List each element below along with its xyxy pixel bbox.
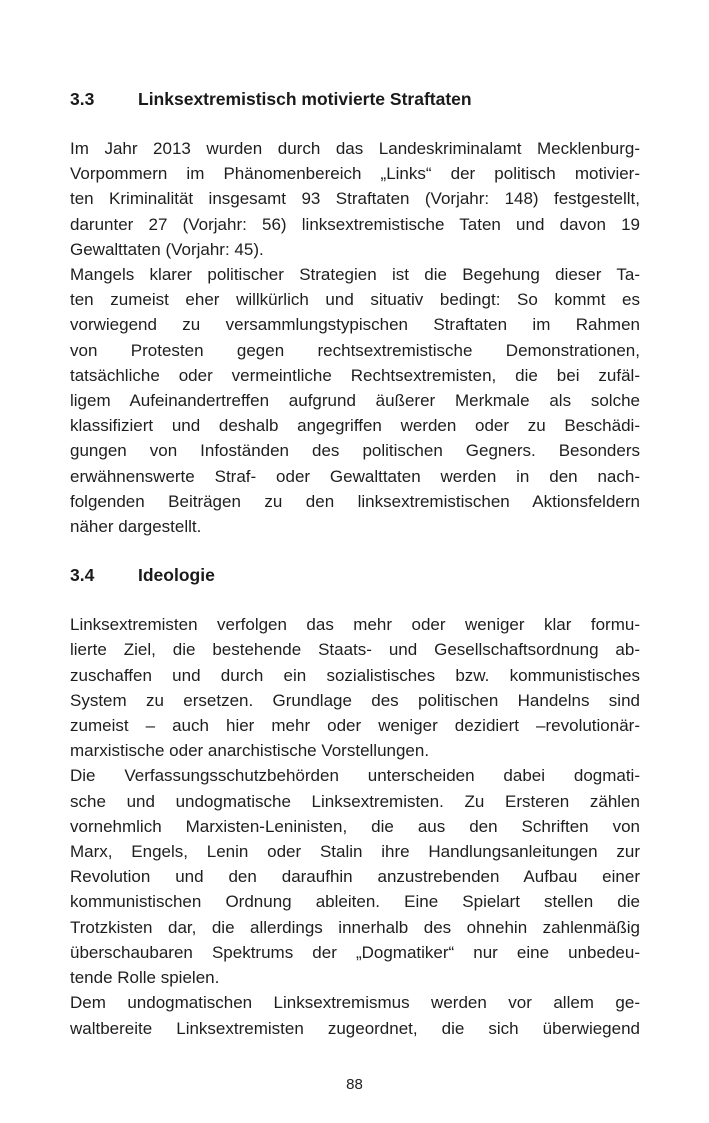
paragraph	[70, 262, 640, 539]
text-column	[70, 89, 640, 1041]
text-line: waltbereite Linksextremisten zugeordnet, die sich überwiegend	[70, 1018, 640, 1038]
paragraph	[70, 763, 640, 990]
text-line: vorwiegend zu versammlungstypischen Straftaten im Rahmen	[70, 315, 640, 335]
text-line: erwähnenswerte Straf- oder Gewalttaten werden in den nach-	[70, 466, 640, 486]
text-line: vornehmlich Marxisten-Leninisten, die aus den Schriften von	[70, 816, 640, 836]
paragraph	[70, 990, 640, 1040]
text-line: kommunistischen Ordnung ableiten. Eine Spielart stellen die	[70, 892, 640, 912]
text-line: Revolution und den daraufhin anzustrebenden Aufbau einer	[70, 867, 640, 887]
text-line: ten zumeist eher willkürlich und situativ bedingt: So kommt es	[70, 290, 640, 310]
heading-number: 3.3	[70, 89, 95, 109]
heading-title: Ideologie	[138, 565, 215, 586]
text-line: ligem Aufeinandertreffen aufgrund äußerer Merkmale als solche	[70, 391, 640, 411]
text-line: Im Jahr 2013 wurden durch das Landeskriminalamt Mecklenburg-	[70, 139, 640, 158]
text-line: Marx, Engels, Lenin oder Stalin ihre Handlungsanleitungen zur	[70, 842, 640, 862]
text-line: lierte Ziel, die bestehende Staats- und Gesellschaftsordnung ab-	[70, 640, 640, 660]
text-line: zuschaffen und durch ein sozialistisches bzw. kommunistisches	[70, 665, 640, 685]
text-line: ten Kriminalität insgesamt 93 Straftaten (Vorjahr: 148) festgestellt,	[70, 189, 640, 209]
text-line: tende Rolle spielen.	[70, 968, 220, 988]
text-line: klassifiziert und deshalb angegriffen werden oder zu Beschädi-	[70, 416, 640, 436]
text-line: Dem undogmatischen Linksextremismus werden vor allem ge-	[70, 993, 640, 1013]
text-line: gungen von Infoständen des politischen Gegners. Besonders	[70, 441, 640, 461]
text-line: folgenden Beiträgen zu den linksextremistischen Aktionsfeldern	[70, 491, 640, 511]
text-line: darunter 27 (Vorjahr: 56) linksextremistische Taten und davon 19	[70, 214, 640, 234]
text-line: marxistische oder anarchistische Vorstellungen.	[70, 741, 430, 761]
heading-number: 3.4	[70, 565, 95, 586]
text-line: Mangels klarer politischer Strategien ist die Begehung dieser Ta-	[70, 265, 640, 285]
text-line: Vorpommern im Phänomenbereich „Links“ der politisch motivier-	[70, 164, 640, 184]
section-heading	[70, 565, 640, 585]
heading-title: Linksextremistisch motivierte Straftaten	[138, 89, 472, 109]
paragraph	[70, 136, 640, 262]
text-line: überschaubaren Spektrums der „Dogmatiker“ nur eine unbedeu-	[70, 942, 640, 962]
text-line: Gewalttaten (Vorjahr: 45).	[70, 239, 264, 259]
text-line: näher dargestellt.	[70, 517, 202, 537]
text-line: sche und undogmatische Linksextremisten. Zu Ersteren zählen	[70, 791, 640, 811]
page-number: 88	[346, 1076, 363, 1093]
text-line: von Protesten gegen rechtsextremistische Demonstrationen,	[70, 340, 640, 360]
text-line: Linksextremisten verfolgen das mehr oder weniger klar formu-	[70, 615, 640, 635]
section-heading	[70, 89, 640, 109]
text-line: tatsächliche oder vermeintliche Rechtsextremisten, die bei zufäl-	[70, 365, 640, 385]
paragraph	[70, 612, 640, 763]
text-line: zumeist – auch hier mehr oder weniger dezidiert –revolutionär-	[70, 716, 640, 736]
text-line: System zu ersetzen. Grundlage des politischen Handelns sind	[70, 690, 640, 710]
text-line: Trotzkisten dar, die allerdings innerhalb des ohnehin zahlenmäßig	[70, 917, 640, 937]
text-line: Die Verfassungsschutzbehörden unterscheiden dabei dogmati-	[70, 766, 640, 786]
